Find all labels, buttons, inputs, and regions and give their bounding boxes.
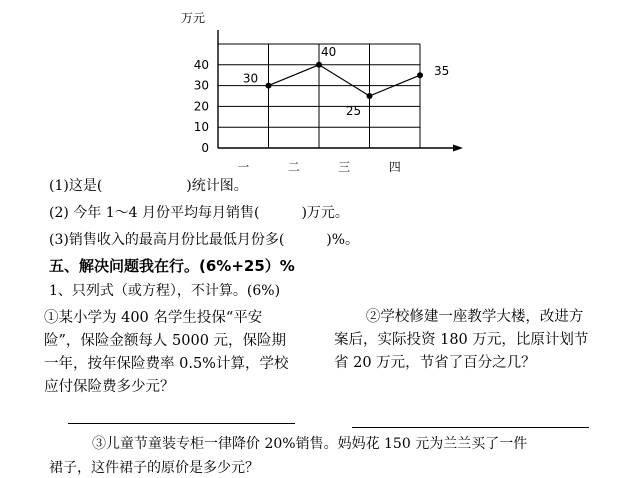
data-label: 40 [321, 44, 337, 59]
question-1: (1)这是( )统计图。 [49, 178, 248, 194]
section-title: 五、解决问题我在行。(6%+25）% [49, 257, 295, 275]
line-chart [0, 0, 638, 180]
data-label: 25 [345, 104, 362, 118]
answer-line-1 [68, 423, 295, 424]
answer-line-2 [352, 427, 589, 428]
data-label: 30 [242, 71, 259, 86]
y-axis-label: 万元 [181, 11, 206, 25]
x-axis-arrow [453, 145, 463, 152]
section-subtitle: 1、只列式（或方程），不计算。(6%) [49, 283, 281, 299]
y-tick-label: 20 [193, 99, 209, 114]
series-line [269, 65, 421, 96]
question-2: (2) 今年 1～4 月份平均每月销售( )万元。 [49, 205, 349, 221]
data-point [316, 62, 322, 68]
y-tick-label: 10 [193, 120, 209, 135]
chart-axes [218, 30, 463, 152]
y-tick-label: 0 [201, 141, 209, 155]
x-tick-label: 二 [287, 160, 300, 174]
question-3: (3)销售收入的最高月份比最低月份多( )%。 [49, 232, 360, 248]
data-point [417, 72, 423, 78]
problem-3-line-1: ③儿童节童装专柜一律降价 20%销售。妈妈花 150 元为兰兰买了一件 [92, 436, 528, 452]
problem-2: ②学校修建一座教学大楼，改进方案后，实际投资 180 万元，比原计划节省 20 万元，节省了百分之几？ [334, 309, 589, 371]
chart-grid [218, 44, 420, 148]
y-tick-label: 30 [193, 78, 209, 93]
x-tick-label: 四 [388, 160, 401, 174]
y-tick-label: 40 [193, 57, 209, 72]
data-point [266, 83, 272, 89]
x-tick-label: 一 [237, 160, 250, 174]
x-tick-label: 三 [338, 160, 351, 174]
data-label: 35 [434, 64, 450, 79]
data-point [367, 93, 373, 99]
problem-3-line-2: 裙子，这件裙子的原价是多少元？ [49, 460, 259, 476]
problem-1: ①某小学为 400 名学生投保“平安险”，保险金额每人 5000 元，保险期一年，按年保险费率 0.5%计算，学校应付保险费多少元？ [44, 310, 289, 395]
